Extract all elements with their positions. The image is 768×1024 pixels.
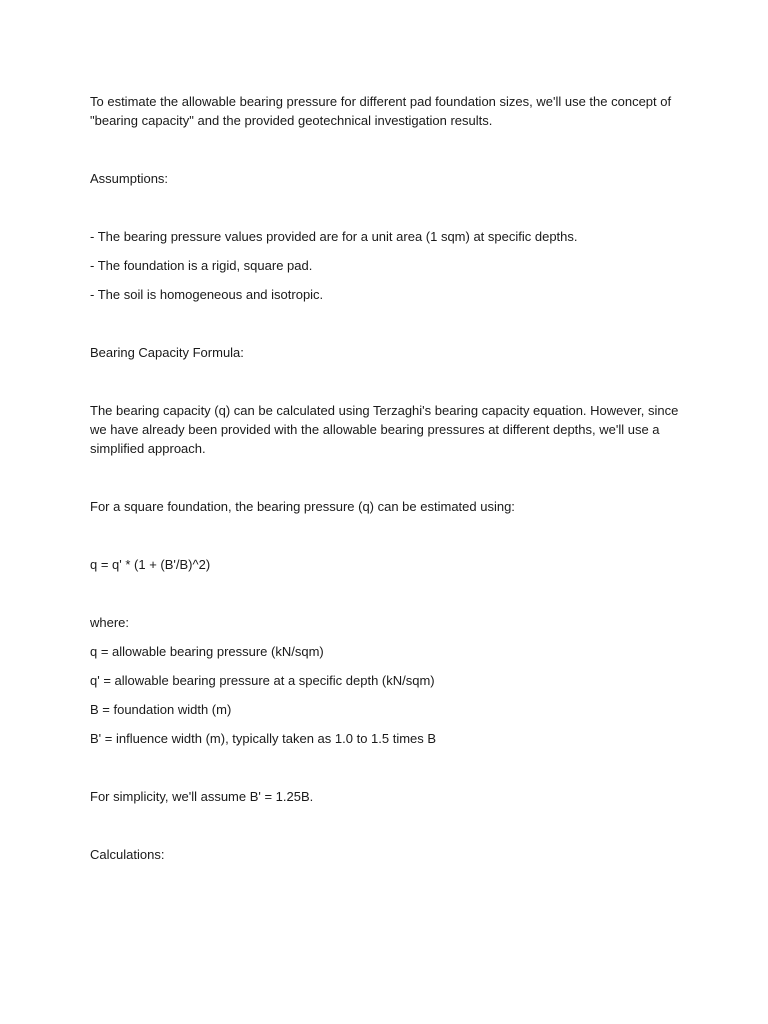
assumptions-heading: Assumptions: [90,171,169,186]
intro-paragraph: To estimate the allowable bearing pressure for different pad foundation sizes, we'll use the concept of "bearing capacity" and the provided geotechnical investigation results. [90,94,672,128]
definition-item: B' = influence width (m), typically taken as 1.0 to 1.5 times B [90,731,437,746]
calculations-heading: Calculations: [90,847,165,862]
formula-line: q = q' * (1 + (B'/B)^2) [90,557,211,572]
formula-heading: Bearing Capacity Formula: [90,345,244,360]
definition-item: q = allowable bearing pressure (kN/sqm) [90,644,324,659]
simplicity-paragraph: For simplicity, we'll assume B' = 1.25B. [90,789,314,804]
definition-item: B = foundation width (m) [90,702,232,717]
document-body [90,92,680,864]
square-foundation-paragraph: For a square foundation, the bearing pressure (q) can be estimated using: [90,499,515,514]
assumption-item: - The foundation is a rigid, square pad. [90,258,313,273]
formula-intro-paragraph: The bearing capacity (q) can be calculated using Terzaghi's bearing capacity equation. However, since we have already been provided with the allowable bearing pressures at different depths, we'll use a simplified approach. [90,403,679,456]
where-heading: where: [90,615,130,630]
definition-item: q' = allowable bearing pressure at a specific depth (kN/sqm) [90,673,435,688]
assumption-item: - The bearing pressure values provided are for a unit area (1 sqm) at specific depths. [90,229,578,244]
assumption-item: - The soil is homogeneous and isotropic. [90,287,324,302]
